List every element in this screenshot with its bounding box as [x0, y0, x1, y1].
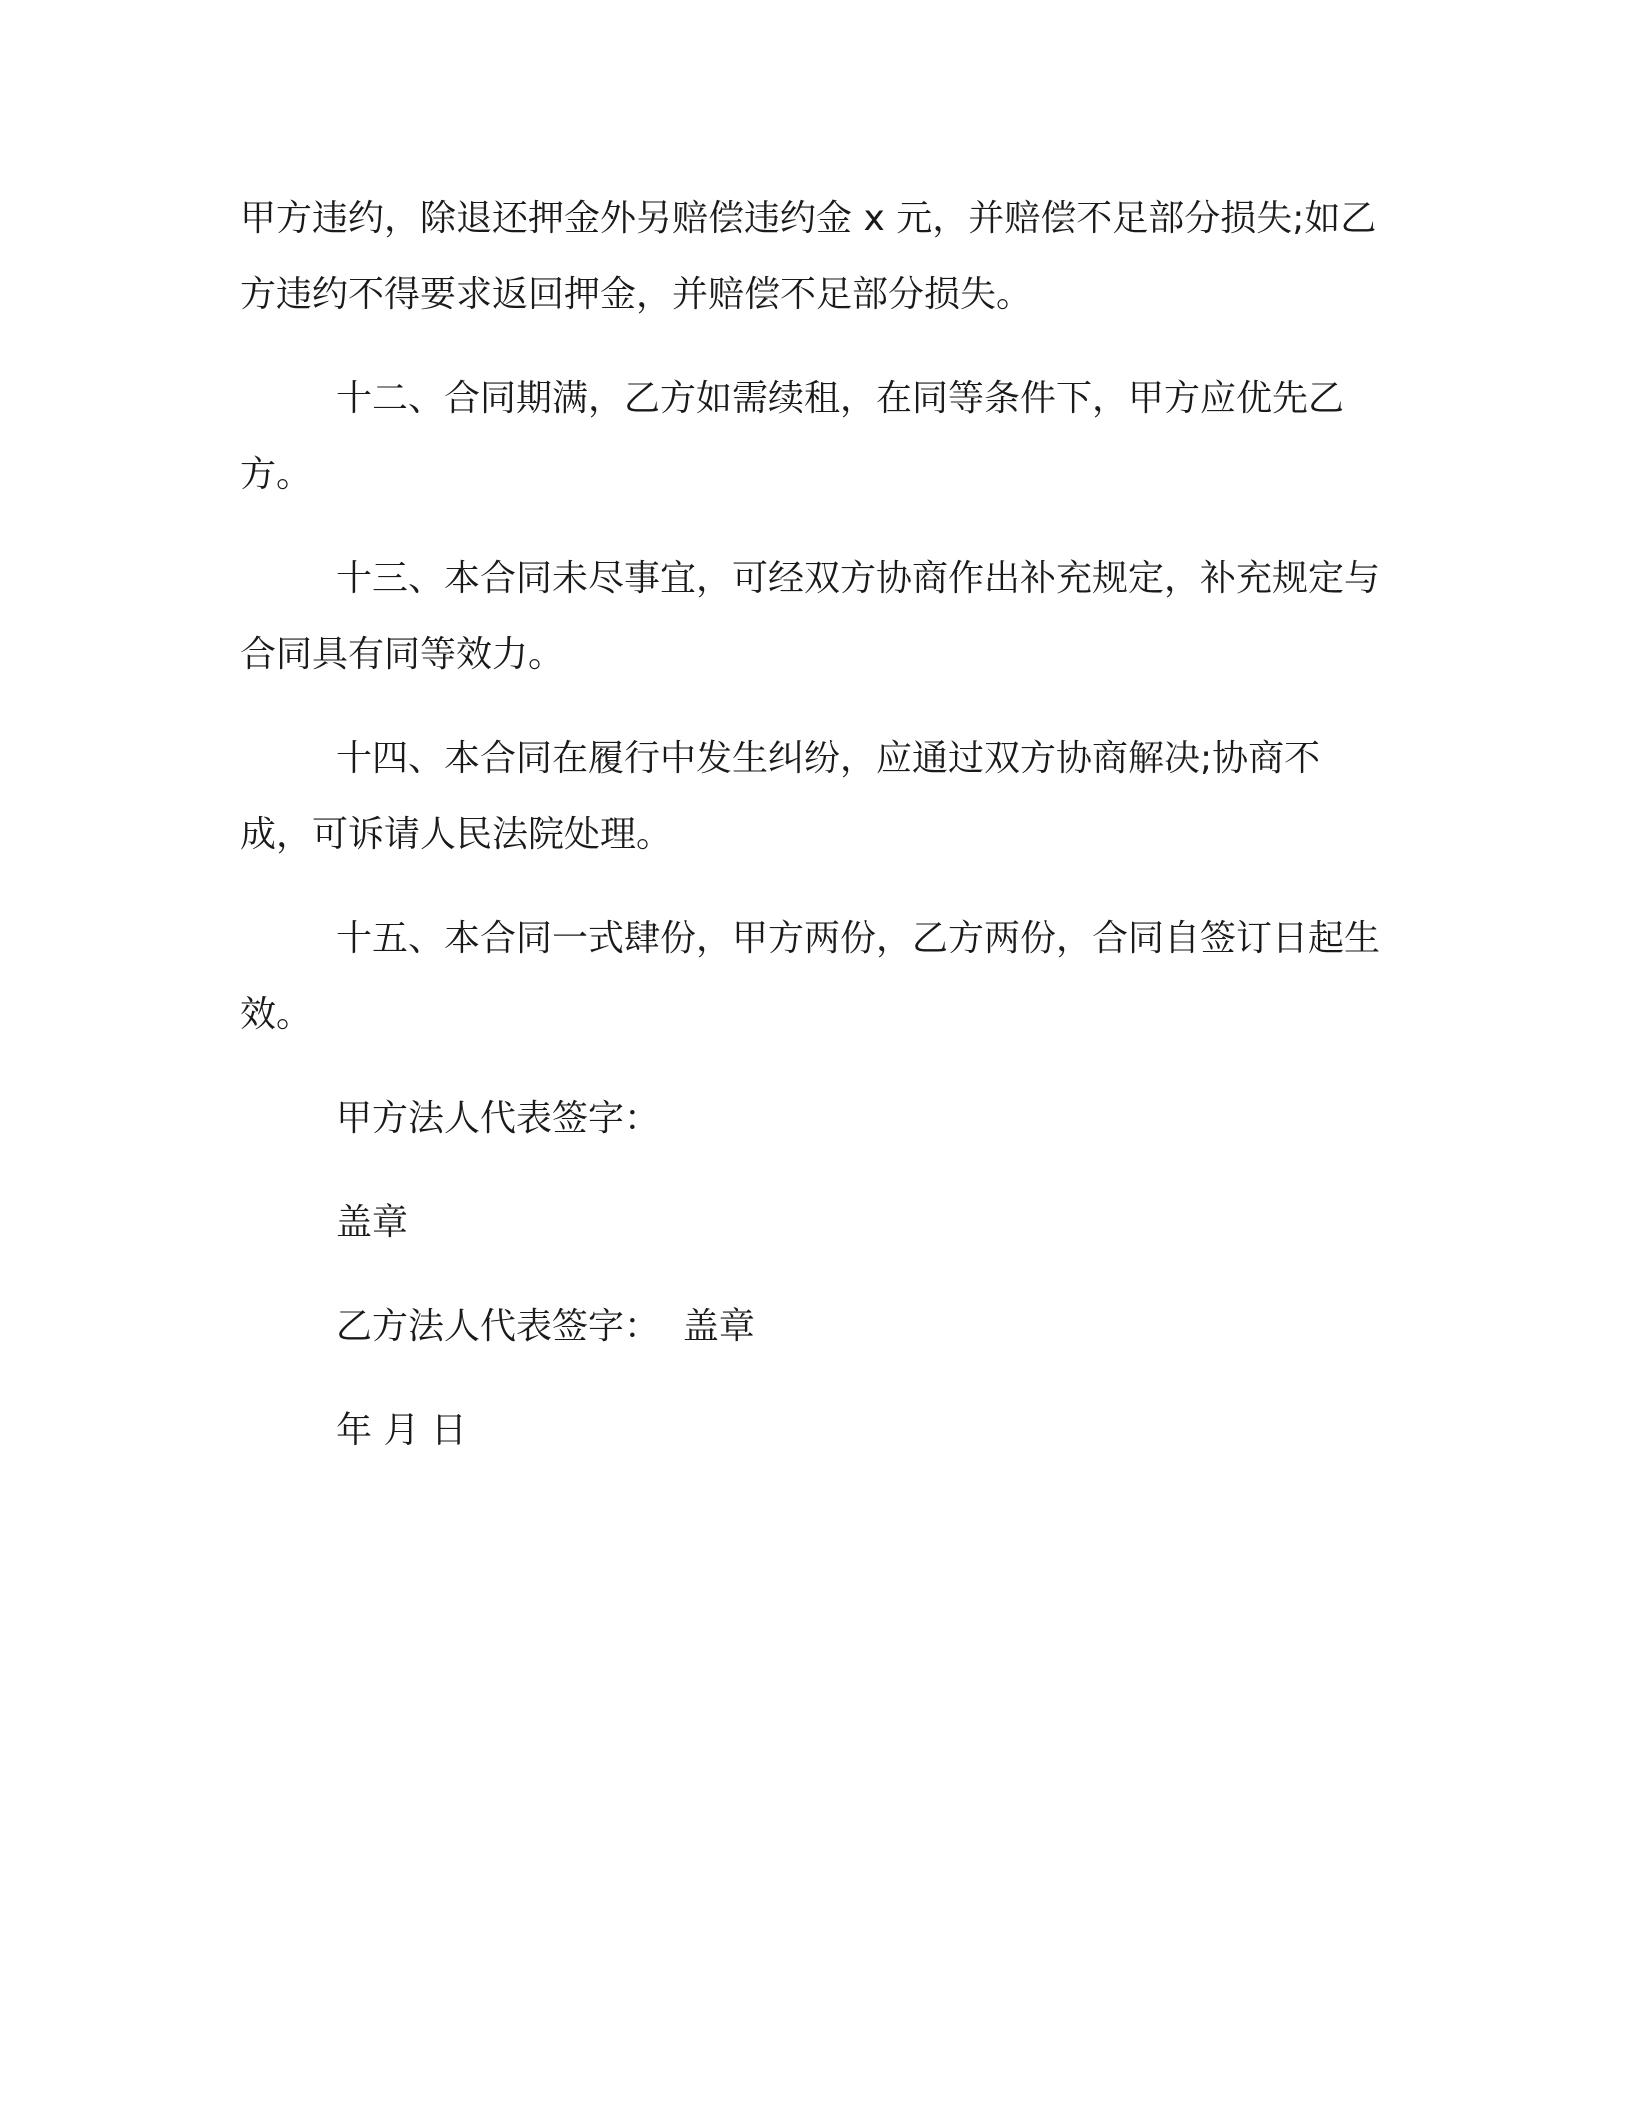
- party-a-signature-line: 甲方法人代表签字：: [336, 1098, 661, 1139]
- clause-12-renewal: 十二、合同期满，乙方如需续租，在同等条件下，甲方应优先乙方。: [240, 378, 1345, 495]
- clause-14-disputes: 十四、本合同在履行中发生纠纷，应通过双方协商解决;协商不成，可诉请人民法院处理。: [240, 738, 1321, 855]
- document-body: [240, 181, 1385, 1497]
- party-a-seal-line: 盖章: [336, 1202, 409, 1243]
- clause-13-supplement: 十三、本合同未尽事宜，可经双方协商作出补充规定，补充规定与合同具有同等效力。: [240, 558, 1381, 675]
- party-b-signature-line: 乙方法人代表签字： 盖章: [336, 1306, 755, 1347]
- date-line: 年 月 日: [336, 1410, 467, 1451]
- clause-15-copies: 十五、本合同一式肆份，甲方两份，乙方两份，合同自签订日起生效。: [240, 918, 1381, 1035]
- paragraph-breach-terms: 甲方违约，除退还押金外另赔偿违约金 x 元，并赔偿不足部分损失;如乙方违约不得要求返回押金，并赔偿不足部分损失。: [240, 198, 1377, 315]
